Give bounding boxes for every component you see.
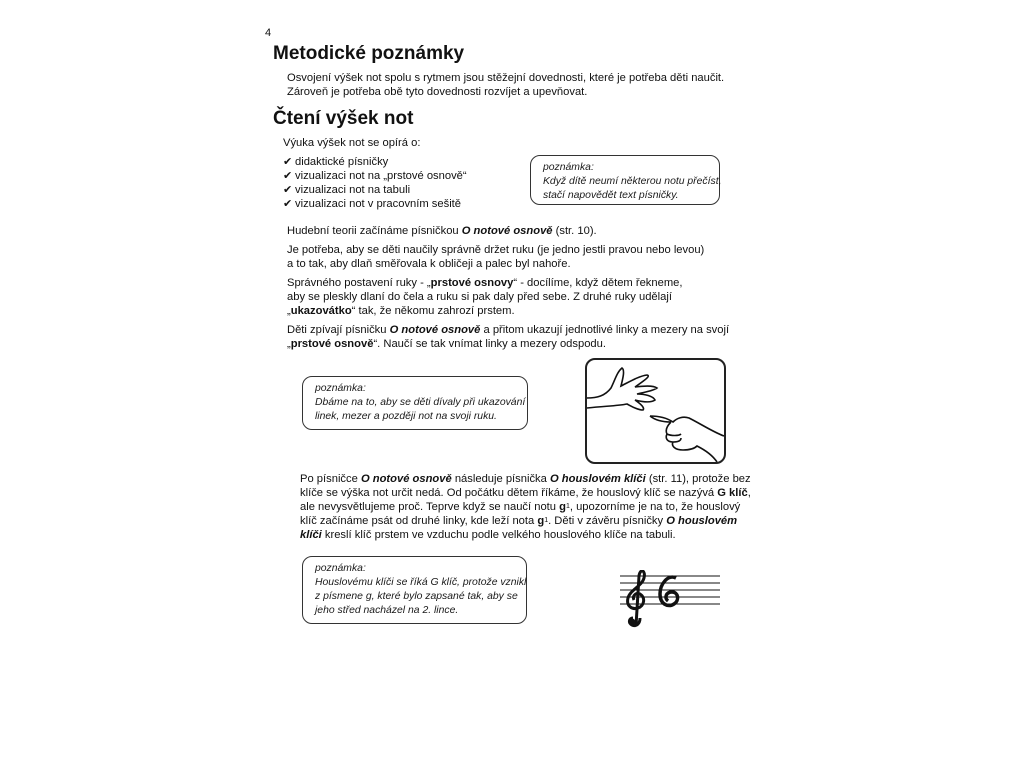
treble-clef-illustration <box>610 570 720 632</box>
paragraph-2-line-2: a to tak, aby dlaň směřovala k obličeji a palec byl nahoře. <box>287 258 571 270</box>
paragraph-5-line-4: klíč začínáme psát od druhé linky, kde leží nota $g^1$. Děti v závěru písničky O houslovém <box>300 515 738 527</box>
paragraph-5-line-2: klíče se výška not určit nedá. Od počátku dětem říkáme, že houslový klíč se nazývá G klíč, <box>300 487 751 499</box>
paragraph-3-line-3: „ukazovátko“ tak, že někomu zahrozí prstem. <box>287 305 515 317</box>
checkmark-icon: ✔ <box>283 184 293 196</box>
paragraph-5-line-5: klíči kreslí klíč prstem ve vzduchu podle velkého houslového klíče na tabuli. <box>300 529 676 541</box>
note-box-3: poznámka: Houslovému klíči se říká G klíč, protože vznikl z písmene g, které bylo zapsané tak, aby se jeho střed nacházel na 2. lince. <box>302 556 527 624</box>
paragraph-3-line-2: aby se pleskly dlaní do čela a ruku si pak daly před sebe. Z druhé ruky udělají <box>287 291 672 303</box>
list-item: ✔ didaktické písničky <box>283 156 389 168</box>
hand-pointing-icon <box>587 360 724 462</box>
list-item: ✔ vizualizaci not v pracovním sešitě <box>283 198 462 210</box>
list-item: ✔ vizualizaci not na tabuli <box>283 184 411 196</box>
paragraph-3-line-1: Správného postavení ruky - „prstové osnovy“ - docílíme, když dětem řekneme, <box>287 277 683 289</box>
paragraph-4-line-2: „prstové osnově“. Naučí se tak vnímat linky a mezery odspodu. <box>287 338 606 350</box>
checkmark-icon: ✔ <box>283 170 293 182</box>
intro-line-1: Osvojení výšek not spolu s rytmem jsou stěžejní dovednosti, které je potřeba děti naučit. <box>287 72 725 84</box>
teaching-methods-list <box>283 155 467 211</box>
heading-reading-pitches: Čtení výšek not <box>273 108 414 129</box>
paragraph-2-line-1: Je potřeba, aby se děti naučily správně držet ruku (je jedno jestli pravou nebo levou) <box>287 244 705 256</box>
heading-methodical-notes: Metodické poznámky <box>273 43 465 64</box>
list-intro: Výuka výšek not se opírá o: <box>283 137 421 149</box>
note-label: poznámka: <box>315 563 366 574</box>
hands-illustration <box>585 358 726 464</box>
paragraph-1: Hudební teorii začínáme písničkou O notové osnově (str. 10). <box>287 225 597 237</box>
note-label: poznámka: <box>543 162 594 173</box>
paragraph-5-line-3: ale nevysvětlujeme proč. Teprve když se naučí notu $g^1$, upozorníme je na to, že houslový <box>300 501 741 513</box>
page-number: 4 <box>265 27 272 39</box>
paragraph-4-line-1: Děti zpívají písničku O notové osnově a přitom ukazují jednotlivé linky a mezery na svojí <box>287 324 730 336</box>
paragraph-5-line-1: Po písničce O notové osnově následuje písnička O houslovém klíči (str. 11), protože bez <box>300 473 751 485</box>
treble-clef-icon <box>610 570 720 632</box>
note-box-2: poznámka: Dbáme na to, aby se děti dívaly při ukazování linek, mezer a později not na svoji ruku. <box>302 376 528 430</box>
checkmark-icon: ✔ <box>283 198 293 210</box>
checkmark-icon: ✔ <box>283 156 293 168</box>
note-label: poznámka: <box>315 383 366 394</box>
list-item: ✔ vizualizaci not na „prstové osnově“ <box>283 170 467 182</box>
note-box-1: poznámka: Když dítě neumí některou notu přečíst, stačí napovědět text písničky. <box>530 155 720 205</box>
intro-line-2: Zároveň je potřeba obě tyto dovednosti rozvíjet a upevňovat. <box>287 86 588 98</box>
